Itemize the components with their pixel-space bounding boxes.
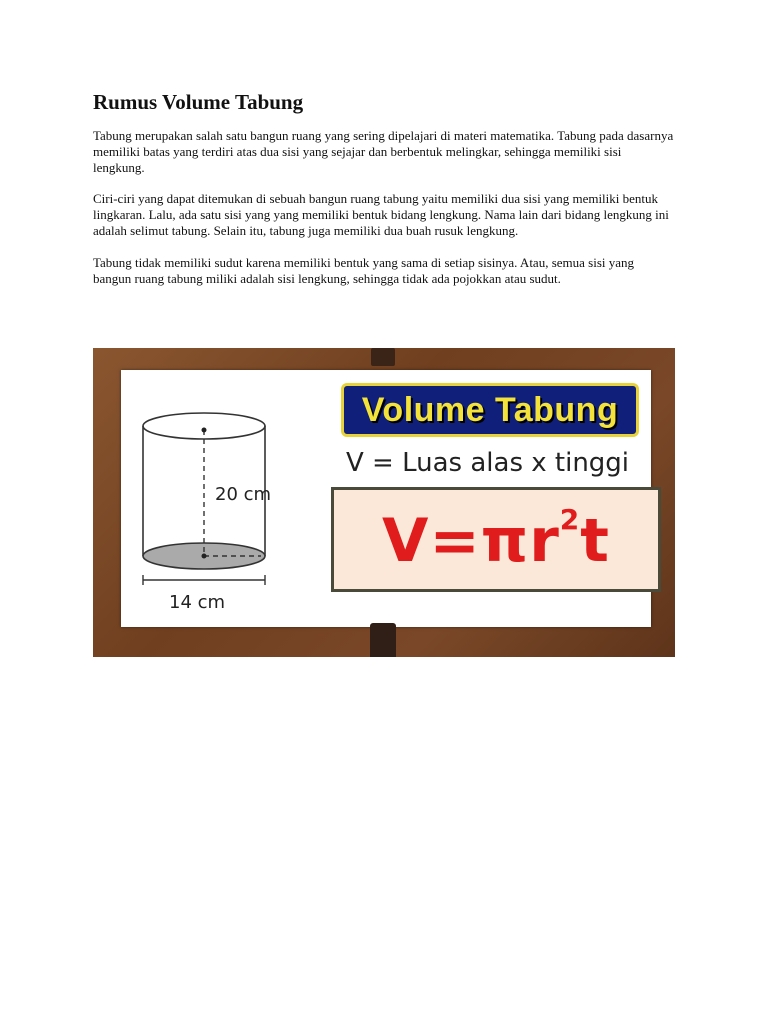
paragraph-2: Ciri-ciri yang dapat ditemukan di sebuah bangun ruang tabung yaitu memiliki dua sisi yang memiliki bentuk lingkaran. Lalu, ada satu sisi yang yang memiliki bentuk bidang lengkung. Nama lain dari bidang lengkung ini adalah selimut tabung. Selain itu, tabung juga memiliki dua buah rusuk lengkung. (93, 191, 669, 238)
whiteboard (121, 370, 651, 627)
heading-banner (341, 383, 639, 437)
formula-tail: t (580, 506, 610, 576)
paragraph-3: Tabung tidak memiliki sudut karena memiliki bentuk yang sama di setiap sisinya. Atau, semua sisi yang bangun ruang tabung miliki adalah sisi lengkung, sehingga tidak ada pojokkan atau sudut. (93, 254, 635, 286)
heading-text: Volume Tabung (361, 390, 619, 429)
board-clip-bottom (370, 623, 396, 657)
page-title: Rumus Volume Tabung (93, 90, 304, 114)
formula-box (331, 487, 661, 592)
formula-description: V = Luas alas x tinggi (346, 448, 630, 478)
diameter-label: 14 cm (169, 592, 226, 613)
formula (382, 503, 610, 576)
formula-exponent: 2 (559, 503, 581, 536)
volume-tabung-illustration (93, 348, 675, 657)
board-clip-top (371, 348, 395, 366)
paragraph-1: Tabung merupakan salah satu bangun ruang yang sering dipelajari di materi matematika. Tabung pada dasarnya memiliki batas yang terdiri atas dua sisi yang sejajar dan berbentuk melingkar, sehingga memiliki sisi lengkung. (93, 128, 674, 175)
height-label: 20 cm (215, 484, 272, 505)
document-body (93, 88, 675, 286)
formula-main: V=πr (382, 506, 560, 576)
